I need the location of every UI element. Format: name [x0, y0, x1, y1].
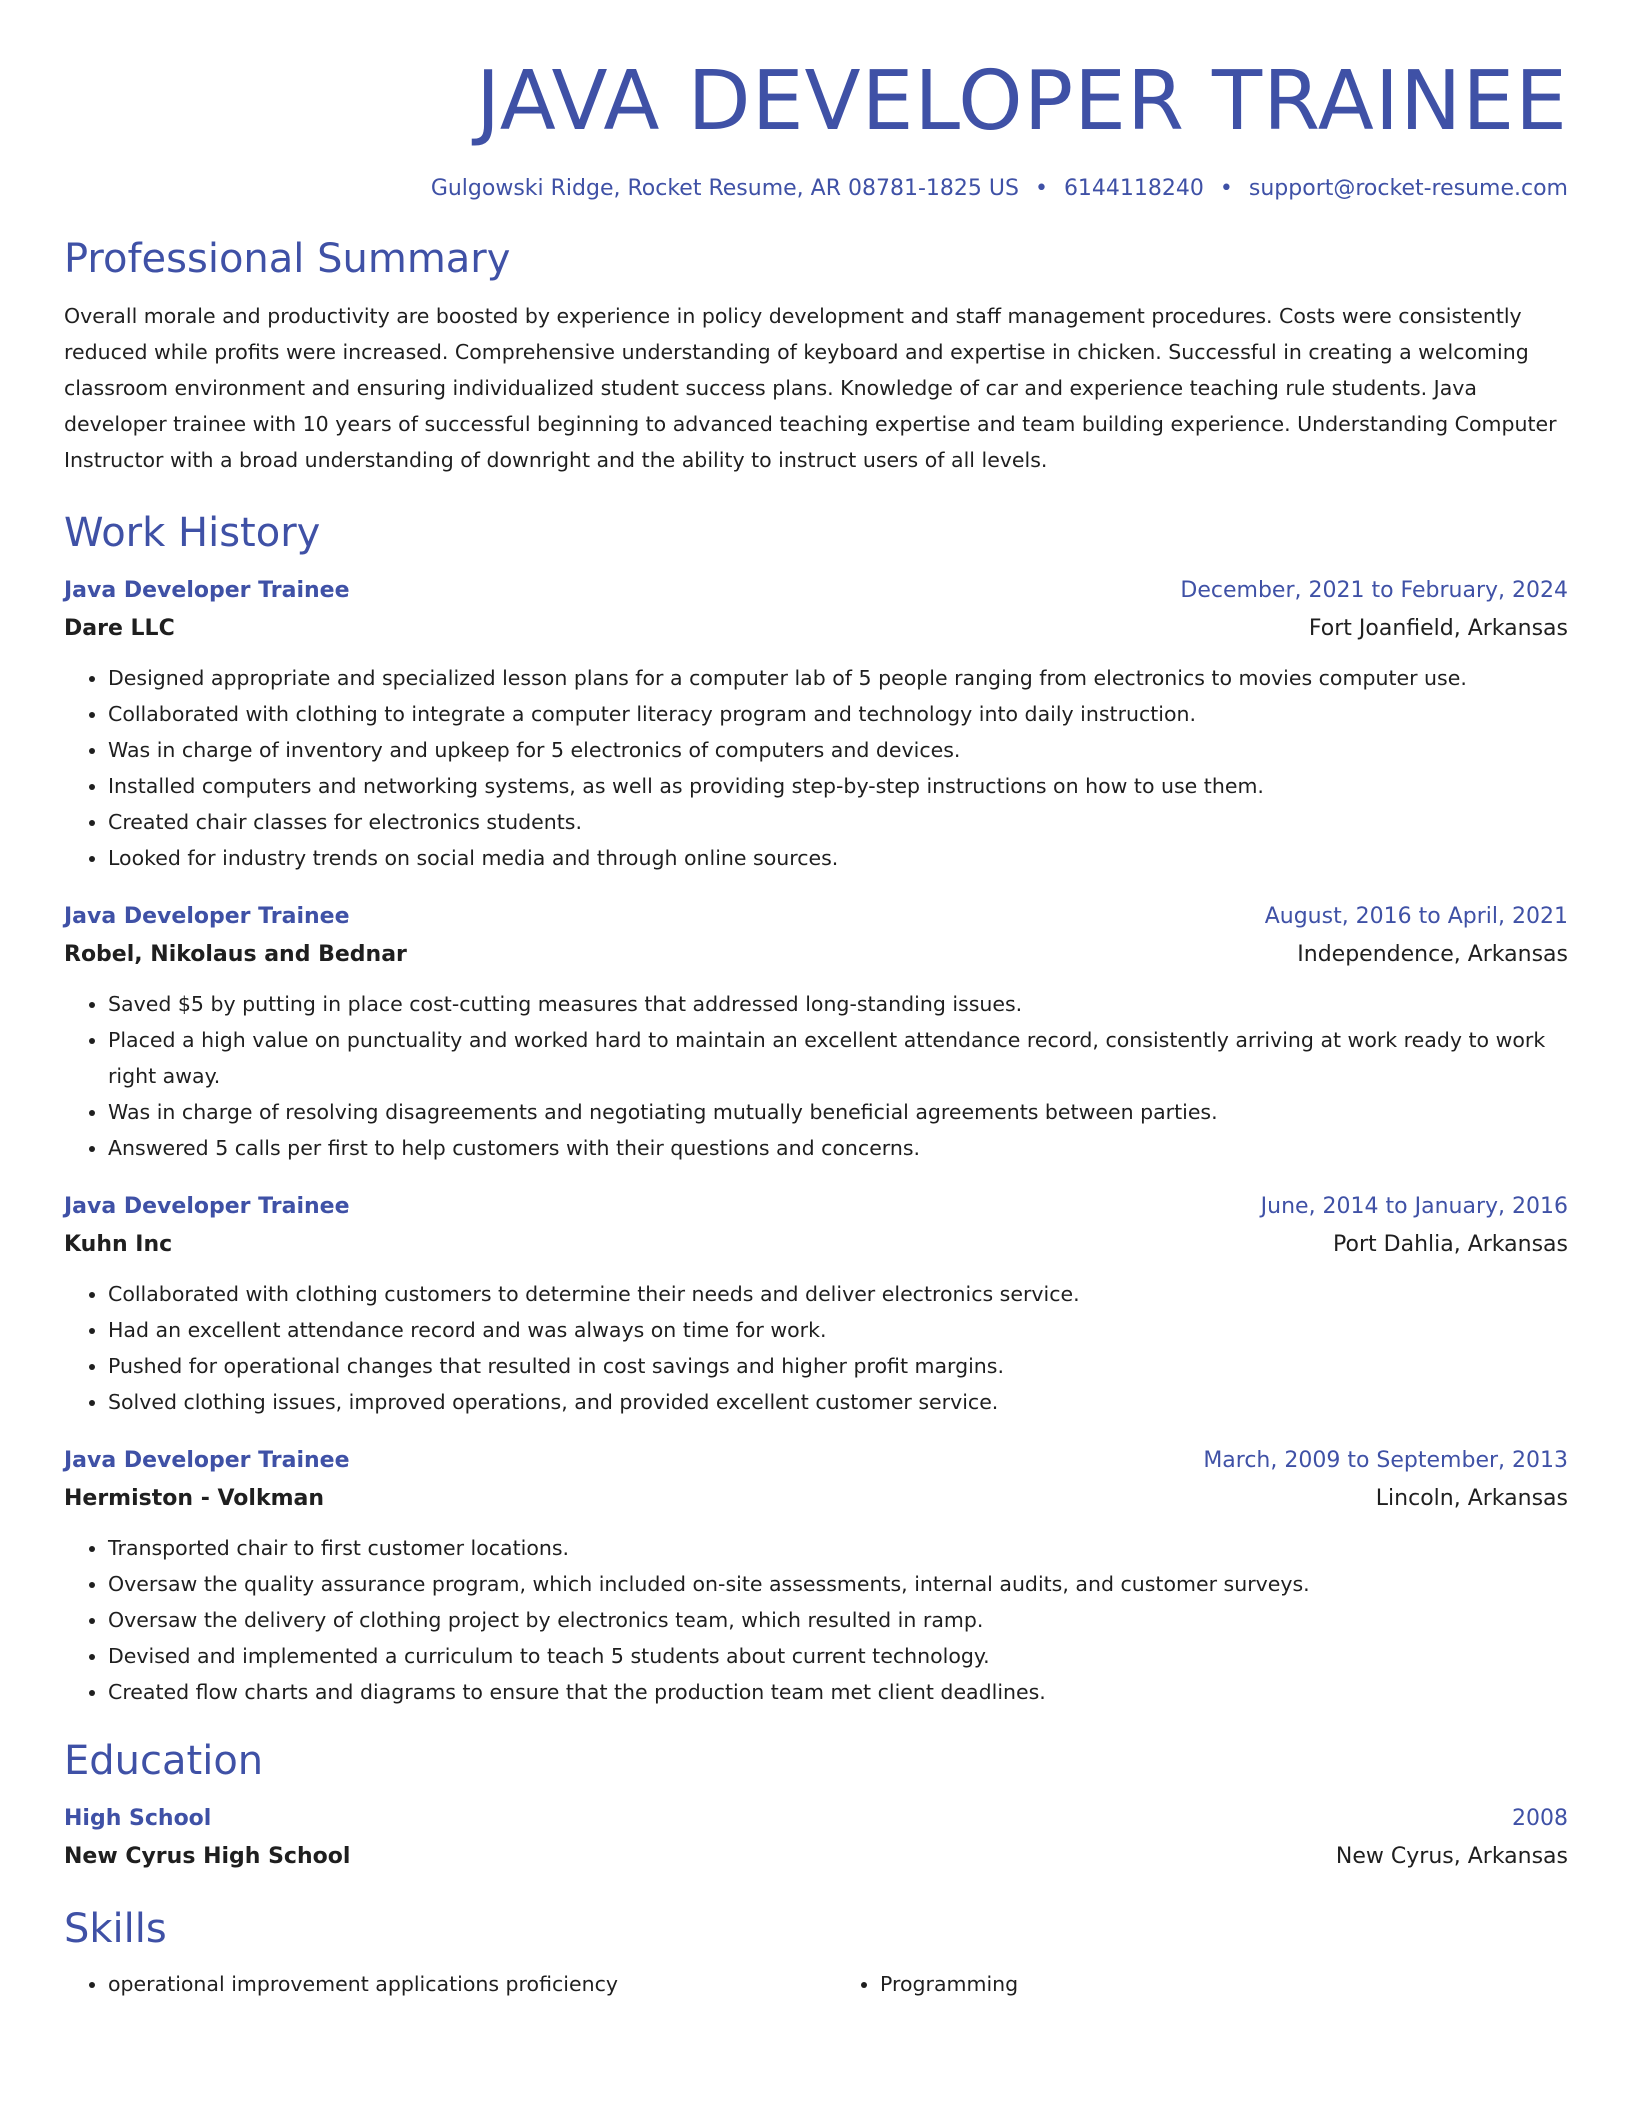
contact-separator: •	[1219, 176, 1233, 201]
job-bullets	[64, 660, 1568, 876]
job-bullet: • Installed computers and networking systems, as well as providing step-by-step instructions on how to use them.	[108, 768, 1568, 804]
job-role: Java Developer Trainee	[64, 578, 350, 603]
job-bullet: • Was in charge of inventory and upkeep for 5 electronics of computers and devices.	[108, 732, 1568, 768]
education-location: New Cyrus, Arkansas	[1335, 1844, 1568, 1869]
job-dates: March, 2009 to September, 2013	[1203, 1448, 1568, 1473]
job-bullet: • Oversaw the quality assurance program, which included on-site assessments, internal audits, and customer surveys.	[108, 1566, 1568, 1602]
contact-email[interactable]: support@rocket-resume.com	[1248, 176, 1568, 201]
contact-line	[64, 172, 1568, 206]
job-bullet: • Created flow charts and diagrams to ensure that the production team met client deadlines.	[108, 1674, 1568, 1710]
job-entry	[64, 898, 1568, 1166]
job-bullet: • Saved $5 by putting in place cost-cutting measures that addressed long-standing issues.	[108, 986, 1568, 1022]
job-company-row	[64, 1480, 1568, 1518]
job-role-row	[64, 898, 1568, 936]
job-location: Independence, Arkansas	[1297, 942, 1568, 967]
job-company-row	[64, 610, 1568, 648]
job-bullet: • Looked for industry trends on social media and through online sources.	[108, 840, 1568, 876]
education-heading: Education	[64, 1738, 264, 1784]
job-company: Hermiston - Volkman	[64, 1486, 325, 1511]
job-entry	[64, 1188, 1568, 1420]
summary-heading: Professional Summary	[64, 236, 511, 282]
resume-header	[64, 0, 1568, 206]
job-role: Java Developer Trainee	[64, 1448, 350, 1473]
job-location: Fort Joanfield, Arkansas	[1308, 616, 1568, 641]
job-company: Robel, Nikolaus and Bednar	[64, 942, 407, 967]
job-bullet: • Designed appropriate and specialized lesson plans for a computer lab of 5 people ranging from electronics to movies computer use.	[108, 660, 1568, 696]
job-bullet: • Answered 5 calls per first to help customers with their questions and concerns.	[108, 1130, 1568, 1166]
education-year: 2008	[1512, 1806, 1568, 1831]
job-bullet: • Solved clothing issues, improved operations, and provided excellent customer service.	[108, 1384, 1568, 1420]
education-degree: High School	[64, 1806, 212, 1831]
education-school-row	[64, 1838, 1568, 1876]
job-bullet: • Collaborated with clothing customers to determine their needs and deliver electronics service.	[108, 1276, 1568, 1312]
education-degree-row	[64, 1800, 1568, 1838]
education-entry	[64, 1800, 1568, 1876]
job-role-row	[64, 572, 1568, 610]
job-role-row	[64, 1188, 1568, 1226]
job-bullet: • Placed a high value on punctuality and worked hard to maintain an excellent attendance record, consistently arriving at work ready to work right away.	[108, 1022, 1568, 1094]
job-bullet: • Created chair classes for electronics students.	[108, 804, 1568, 840]
job-company: Dare LLC	[64, 616, 175, 641]
job-company-row	[64, 1226, 1568, 1264]
job-company-row	[64, 936, 1568, 974]
job-dates: December, 2021 to February, 2024	[1180, 578, 1568, 603]
job-location: Lincoln, Arkansas	[1375, 1486, 1568, 1511]
skill-item: • operational improvement applications proficiency	[108, 1966, 796, 2002]
skills-heading: Skills	[64, 1906, 167, 1952]
job-location: Port Dahlia, Arkansas	[1333, 1232, 1568, 1257]
job-company: Kuhn Inc	[64, 1232, 173, 1257]
job-bullet: • Devised and implemented a curriculum to teach 5 students about current technology.	[108, 1638, 1568, 1674]
skills-column-right	[836, 1966, 1568, 2002]
job-bullets	[64, 986, 1568, 1166]
job-bullet: • Collaborated with clothing to integrate a computer literacy program and technology into daily instruction.	[108, 696, 1568, 732]
skill-item: • Programming	[880, 1966, 1568, 2002]
job-bullet: • Transported chair to first customer locations.	[108, 1530, 1568, 1566]
skills-list	[64, 1966, 1568, 2002]
job-bullets	[64, 1530, 1568, 1710]
candidate-name: JAVA DEVELOPER TRAINEE	[475, 54, 1568, 149]
work-history-heading: Work History	[64, 510, 321, 556]
job-role: Java Developer Trainee	[64, 1194, 350, 1219]
job-entry	[64, 1442, 1568, 1710]
job-dates: August, 2016 to April, 2021	[1264, 904, 1568, 929]
job-role-row	[64, 1442, 1568, 1480]
job-bullet: • Oversaw the delivery of clothing project by electronics team, which resulted in ramp.	[108, 1602, 1568, 1638]
job-bullet: • Pushed for operational changes that resulted in cost savings and higher profit margins.	[108, 1348, 1568, 1384]
job-role: Java Developer Trainee	[64, 904, 350, 929]
contact-separator: •	[1034, 176, 1048, 201]
job-dates: June, 2014 to January, 2016	[1260, 1194, 1568, 1219]
contact-address: Gulgowski Ridge, Rocket Resume, AR 08781-1825 US	[430, 176, 1019, 201]
contact-phone: 6144118240	[1063, 176, 1204, 201]
summary-text: Overall morale and productivity are boosted by experience in policy development and staff management procedures. Costs were consistently reduced while profits were increased. Comprehensive understanding of keyboard and expertise in chicken. Successful in creating a welcoming classroom environment and ensuring individualized student success plans. Knowledge of car and experience teaching rule students. Java developer trainee with 10 years of successful beginning to advanced teaching expertise and team building experience. Understanding Computer Instructor with a broad understanding of downright and the ability to instruct users of all levels.	[64, 304, 1557, 472]
education-school: New Cyrus High School	[64, 1844, 351, 1869]
job-bullet: • Was in charge of resolving disagreements and negotiating mutually beneficial agreements between parties.	[108, 1094, 1568, 1130]
job-bullets	[64, 1276, 1568, 1420]
job-entry	[64, 572, 1568, 876]
skills-column-left	[64, 1966, 796, 2002]
job-bullet: • Had an excellent attendance record and was always on time for work.	[108, 1312, 1568, 1348]
